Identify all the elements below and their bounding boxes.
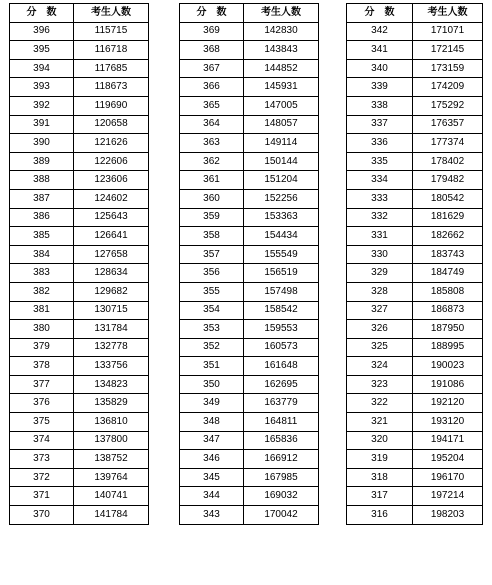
score-cell: 329: [347, 264, 413, 283]
table-row: [180, 450, 319, 469]
count-cell: 152256: [244, 189, 319, 208]
count-cell: 157498: [244, 282, 319, 301]
count-cell: 145931: [244, 78, 319, 97]
score-cell: 353: [180, 320, 244, 339]
score-cell: 375: [10, 413, 74, 432]
table-row: [10, 431, 149, 450]
count-cell: 137800: [74, 431, 149, 450]
table-row: [347, 506, 483, 525]
table-row: [10, 487, 149, 506]
count-cell: 162695: [244, 375, 319, 394]
table-row: [347, 171, 483, 190]
score-table-2: [179, 3, 319, 525]
score-cell: 341: [347, 41, 413, 60]
count-cell: 182662: [413, 227, 483, 246]
table-row: [10, 506, 149, 525]
count-cell: 143843: [244, 41, 319, 60]
score-cell: 326: [347, 320, 413, 339]
score-cell: 335: [347, 152, 413, 171]
score-cell: 336: [347, 134, 413, 153]
count-cell: 129682: [74, 282, 149, 301]
table-row: [180, 208, 319, 227]
table-row: [10, 375, 149, 394]
table-row: [10, 320, 149, 339]
table-row: [180, 413, 319, 432]
count-header: 考生人数: [244, 4, 319, 23]
score-cell: 318: [347, 468, 413, 487]
table-row: [347, 41, 483, 60]
header-row: [10, 4, 149, 23]
score-cell: 347: [180, 431, 244, 450]
table-row: [10, 152, 149, 171]
table-row: [347, 487, 483, 506]
count-cell: 164811: [244, 413, 319, 432]
score-cell: 362: [180, 152, 244, 171]
table-row: [347, 450, 483, 469]
score-cell: 322: [347, 394, 413, 413]
table-row: [180, 22, 319, 41]
table-row: [180, 227, 319, 246]
score-cell: 380: [10, 320, 74, 339]
score-cell: 363: [180, 134, 244, 153]
table-row: [180, 264, 319, 283]
table-row: [180, 152, 319, 171]
table-row: [347, 431, 483, 450]
count-cell: 173159: [413, 59, 483, 78]
count-cell: 184749: [413, 264, 483, 283]
count-cell: 186873: [413, 301, 483, 320]
count-cell: 175292: [413, 96, 483, 115]
count-cell: 119690: [74, 96, 149, 115]
score-header: 分 数: [180, 4, 244, 23]
score-cell: 354: [180, 301, 244, 320]
score-header: 分 数: [10, 4, 74, 23]
table-row: [10, 357, 149, 376]
table-row: [180, 59, 319, 78]
score-cell: 392: [10, 96, 74, 115]
count-cell: 126641: [74, 227, 149, 246]
count-cell: 171071: [413, 22, 483, 41]
table-row: [347, 357, 483, 376]
count-cell: 169032: [244, 487, 319, 506]
score-cell: 355: [180, 282, 244, 301]
score-cell: 378: [10, 357, 74, 376]
count-cell: 194171: [413, 431, 483, 450]
count-cell: 165836: [244, 431, 319, 450]
table-row: [347, 282, 483, 301]
count-cell: 154434: [244, 227, 319, 246]
table-row: [10, 115, 149, 134]
score-cell: 367: [180, 59, 244, 78]
score-cell: 389: [10, 152, 74, 171]
count-cell: 161648: [244, 357, 319, 376]
score-cell: 384: [10, 245, 74, 264]
score-cell: 352: [180, 338, 244, 357]
count-cell: 177374: [413, 134, 483, 153]
score-cell: 319: [347, 450, 413, 469]
count-cell: 128634: [74, 264, 149, 283]
score-cell: 386: [10, 208, 74, 227]
count-cell: 125643: [74, 208, 149, 227]
score-cell: 320: [347, 431, 413, 450]
count-cell: 144852: [244, 59, 319, 78]
count-cell: 163779: [244, 394, 319, 413]
score-cell: 396: [10, 22, 74, 41]
score-cell: 377: [10, 375, 74, 394]
table-row: [180, 41, 319, 60]
score-cell: 381: [10, 301, 74, 320]
table-row: [347, 96, 483, 115]
count-cell: 188995: [413, 338, 483, 357]
count-cell: 156519: [244, 264, 319, 283]
score-cell: 323: [347, 375, 413, 394]
count-cell: 142830: [244, 22, 319, 41]
score-table-3: [346, 3, 483, 525]
table-row: [10, 41, 149, 60]
score-cell: 346: [180, 450, 244, 469]
table-row: [10, 134, 149, 153]
count-cell: 167985: [244, 468, 319, 487]
count-cell: 136810: [74, 413, 149, 432]
table-row: [10, 22, 149, 41]
score-cell: 364: [180, 115, 244, 134]
score-cell: 351: [180, 357, 244, 376]
table-row: [10, 227, 149, 246]
score-cell: 387: [10, 189, 74, 208]
score-cell: 361: [180, 171, 244, 190]
score-cell: 343: [180, 506, 244, 525]
score-cell: 359: [180, 208, 244, 227]
table-row: [10, 301, 149, 320]
table-row: [180, 78, 319, 97]
score-cell: 349: [180, 394, 244, 413]
count-cell: 150144: [244, 152, 319, 171]
score-cell: 370: [10, 506, 74, 525]
table-row: [10, 78, 149, 97]
score-cell: 330: [347, 245, 413, 264]
table-row: [180, 282, 319, 301]
table-row: [180, 115, 319, 134]
score-cell: 348: [180, 413, 244, 432]
score-cell: 321: [347, 413, 413, 432]
table-row: [347, 375, 483, 394]
table-row: [180, 487, 319, 506]
score-cell: 365: [180, 96, 244, 115]
table-row: [10, 338, 149, 357]
count-cell: 122606: [74, 152, 149, 171]
count-cell: 116718: [74, 41, 149, 60]
score-cell: 358: [180, 227, 244, 246]
count-cell: 147005: [244, 96, 319, 115]
score-cell: 316: [347, 506, 413, 525]
table-row: [347, 338, 483, 357]
count-cell: 172145: [413, 41, 483, 60]
count-cell: 187950: [413, 320, 483, 339]
count-cell: 185808: [413, 282, 483, 301]
count-cell: 170042: [244, 506, 319, 525]
score-cell: 393: [10, 78, 74, 97]
table-row: [180, 431, 319, 450]
table-row: [180, 134, 319, 153]
score-cell: 350: [180, 375, 244, 394]
count-cell: 153363: [244, 208, 319, 227]
table-row: [180, 189, 319, 208]
table-row: [180, 171, 319, 190]
count-cell: 127658: [74, 245, 149, 264]
score-cell: 373: [10, 450, 74, 469]
table-row: [10, 264, 149, 283]
count-cell: 178402: [413, 152, 483, 171]
count-cell: 131784: [74, 320, 149, 339]
score-cell: 345: [180, 468, 244, 487]
count-cell: 151204: [244, 171, 319, 190]
count-cell: 174209: [413, 78, 483, 97]
table-row: [10, 189, 149, 208]
table-row: [10, 450, 149, 469]
count-cell: 132778: [74, 338, 149, 357]
score-cell: 324: [347, 357, 413, 376]
count-cell: 176357: [413, 115, 483, 134]
score-header: 分 数: [347, 4, 413, 23]
table-row: [180, 301, 319, 320]
table-body: [347, 22, 483, 524]
score-cell: 327: [347, 301, 413, 320]
count-cell: 139764: [74, 468, 149, 487]
table-row: [347, 208, 483, 227]
count-cell: 117685: [74, 59, 149, 78]
score-cell: 357: [180, 245, 244, 264]
score-cell: 382: [10, 282, 74, 301]
table-row: [180, 375, 319, 394]
score-table-1: [9, 3, 149, 525]
count-cell: 191086: [413, 375, 483, 394]
count-header: 考生人数: [74, 4, 149, 23]
table-row: [347, 59, 483, 78]
count-cell: 138752: [74, 450, 149, 469]
count-cell: 120658: [74, 115, 149, 134]
table-row: [347, 227, 483, 246]
score-cell: 369: [180, 22, 244, 41]
count-cell: 118673: [74, 78, 149, 97]
table-row: [347, 115, 483, 134]
table-row: [180, 320, 319, 339]
table-row: [180, 338, 319, 357]
score-cell: 333: [347, 189, 413, 208]
score-cell: 395: [10, 41, 74, 60]
score-cell: 368: [180, 41, 244, 60]
count-cell: 197214: [413, 487, 483, 506]
count-cell: 148057: [244, 115, 319, 134]
score-cell: 391: [10, 115, 74, 134]
count-cell: 159553: [244, 320, 319, 339]
count-cell: 158542: [244, 301, 319, 320]
score-cell: 371: [10, 487, 74, 506]
table-row: [10, 245, 149, 264]
table-row: [10, 171, 149, 190]
count-cell: 134823: [74, 375, 149, 394]
count-cell: 180542: [413, 189, 483, 208]
score-cell: 325: [347, 338, 413, 357]
score-cell: 340: [347, 59, 413, 78]
count-cell: 140741: [74, 487, 149, 506]
table-row: [180, 468, 319, 487]
table-row: [180, 357, 319, 376]
count-cell: 196170: [413, 468, 483, 487]
count-cell: 166912: [244, 450, 319, 469]
table-row: [180, 394, 319, 413]
table-row: [10, 59, 149, 78]
count-cell: 190023: [413, 357, 483, 376]
score-cell: 372: [10, 468, 74, 487]
count-cell: 183743: [413, 245, 483, 264]
header-row: [180, 4, 319, 23]
score-cell: 334: [347, 171, 413, 190]
table-row: [347, 301, 483, 320]
table-row: [347, 189, 483, 208]
count-cell: 195204: [413, 450, 483, 469]
count-header: 考生人数: [413, 4, 483, 23]
table-body: [10, 22, 149, 524]
score-cell: 379: [10, 338, 74, 357]
table-row: [180, 96, 319, 115]
table-row: [10, 468, 149, 487]
count-cell: 141784: [74, 506, 149, 525]
table-row: [347, 245, 483, 264]
table-row: [347, 134, 483, 153]
count-cell: 133756: [74, 357, 149, 376]
score-cell: 385: [10, 227, 74, 246]
count-cell: 149114: [244, 134, 319, 153]
count-cell: 135829: [74, 394, 149, 413]
count-cell: 123606: [74, 171, 149, 190]
score-cell: 344: [180, 487, 244, 506]
count-cell: 130715: [74, 301, 149, 320]
table-row: [10, 394, 149, 413]
table-row: [347, 264, 483, 283]
score-cell: 328: [347, 282, 413, 301]
score-cell: 376: [10, 394, 74, 413]
table-row: [180, 506, 319, 525]
score-cell: 394: [10, 59, 74, 78]
count-cell: 181629: [413, 208, 483, 227]
table-body: [180, 22, 319, 524]
table-row: [10, 413, 149, 432]
score-cell: 390: [10, 134, 74, 153]
table-row: [10, 282, 149, 301]
score-cell: 331: [347, 227, 413, 246]
table-row: [347, 320, 483, 339]
score-cell: 356: [180, 264, 244, 283]
table-row: [347, 413, 483, 432]
table-row: [347, 394, 483, 413]
score-cell: 383: [10, 264, 74, 283]
table-row: [347, 22, 483, 41]
score-cell: 337: [347, 115, 413, 134]
count-cell: 192120: [413, 394, 483, 413]
table-row: [10, 208, 149, 227]
score-cell: 374: [10, 431, 74, 450]
score-cell: 342: [347, 22, 413, 41]
table-row: [347, 78, 483, 97]
table-row: [180, 245, 319, 264]
score-cell: 338: [347, 96, 413, 115]
count-cell: 115715: [74, 22, 149, 41]
table-row: [347, 152, 483, 171]
score-cell: 317: [347, 487, 413, 506]
score-cell: 388: [10, 171, 74, 190]
count-cell: 160573: [244, 338, 319, 357]
score-cell: 366: [180, 78, 244, 97]
score-cell: 332: [347, 208, 413, 227]
count-cell: 121626: [74, 134, 149, 153]
score-cell: 360: [180, 189, 244, 208]
count-cell: 155549: [244, 245, 319, 264]
count-cell: 198203: [413, 506, 483, 525]
count-cell: 193120: [413, 413, 483, 432]
header-row: [347, 4, 483, 23]
count-cell: 179482: [413, 171, 483, 190]
score-cell: 339: [347, 78, 413, 97]
table-row: [10, 96, 149, 115]
count-cell: 124602: [74, 189, 149, 208]
table-row: [347, 468, 483, 487]
